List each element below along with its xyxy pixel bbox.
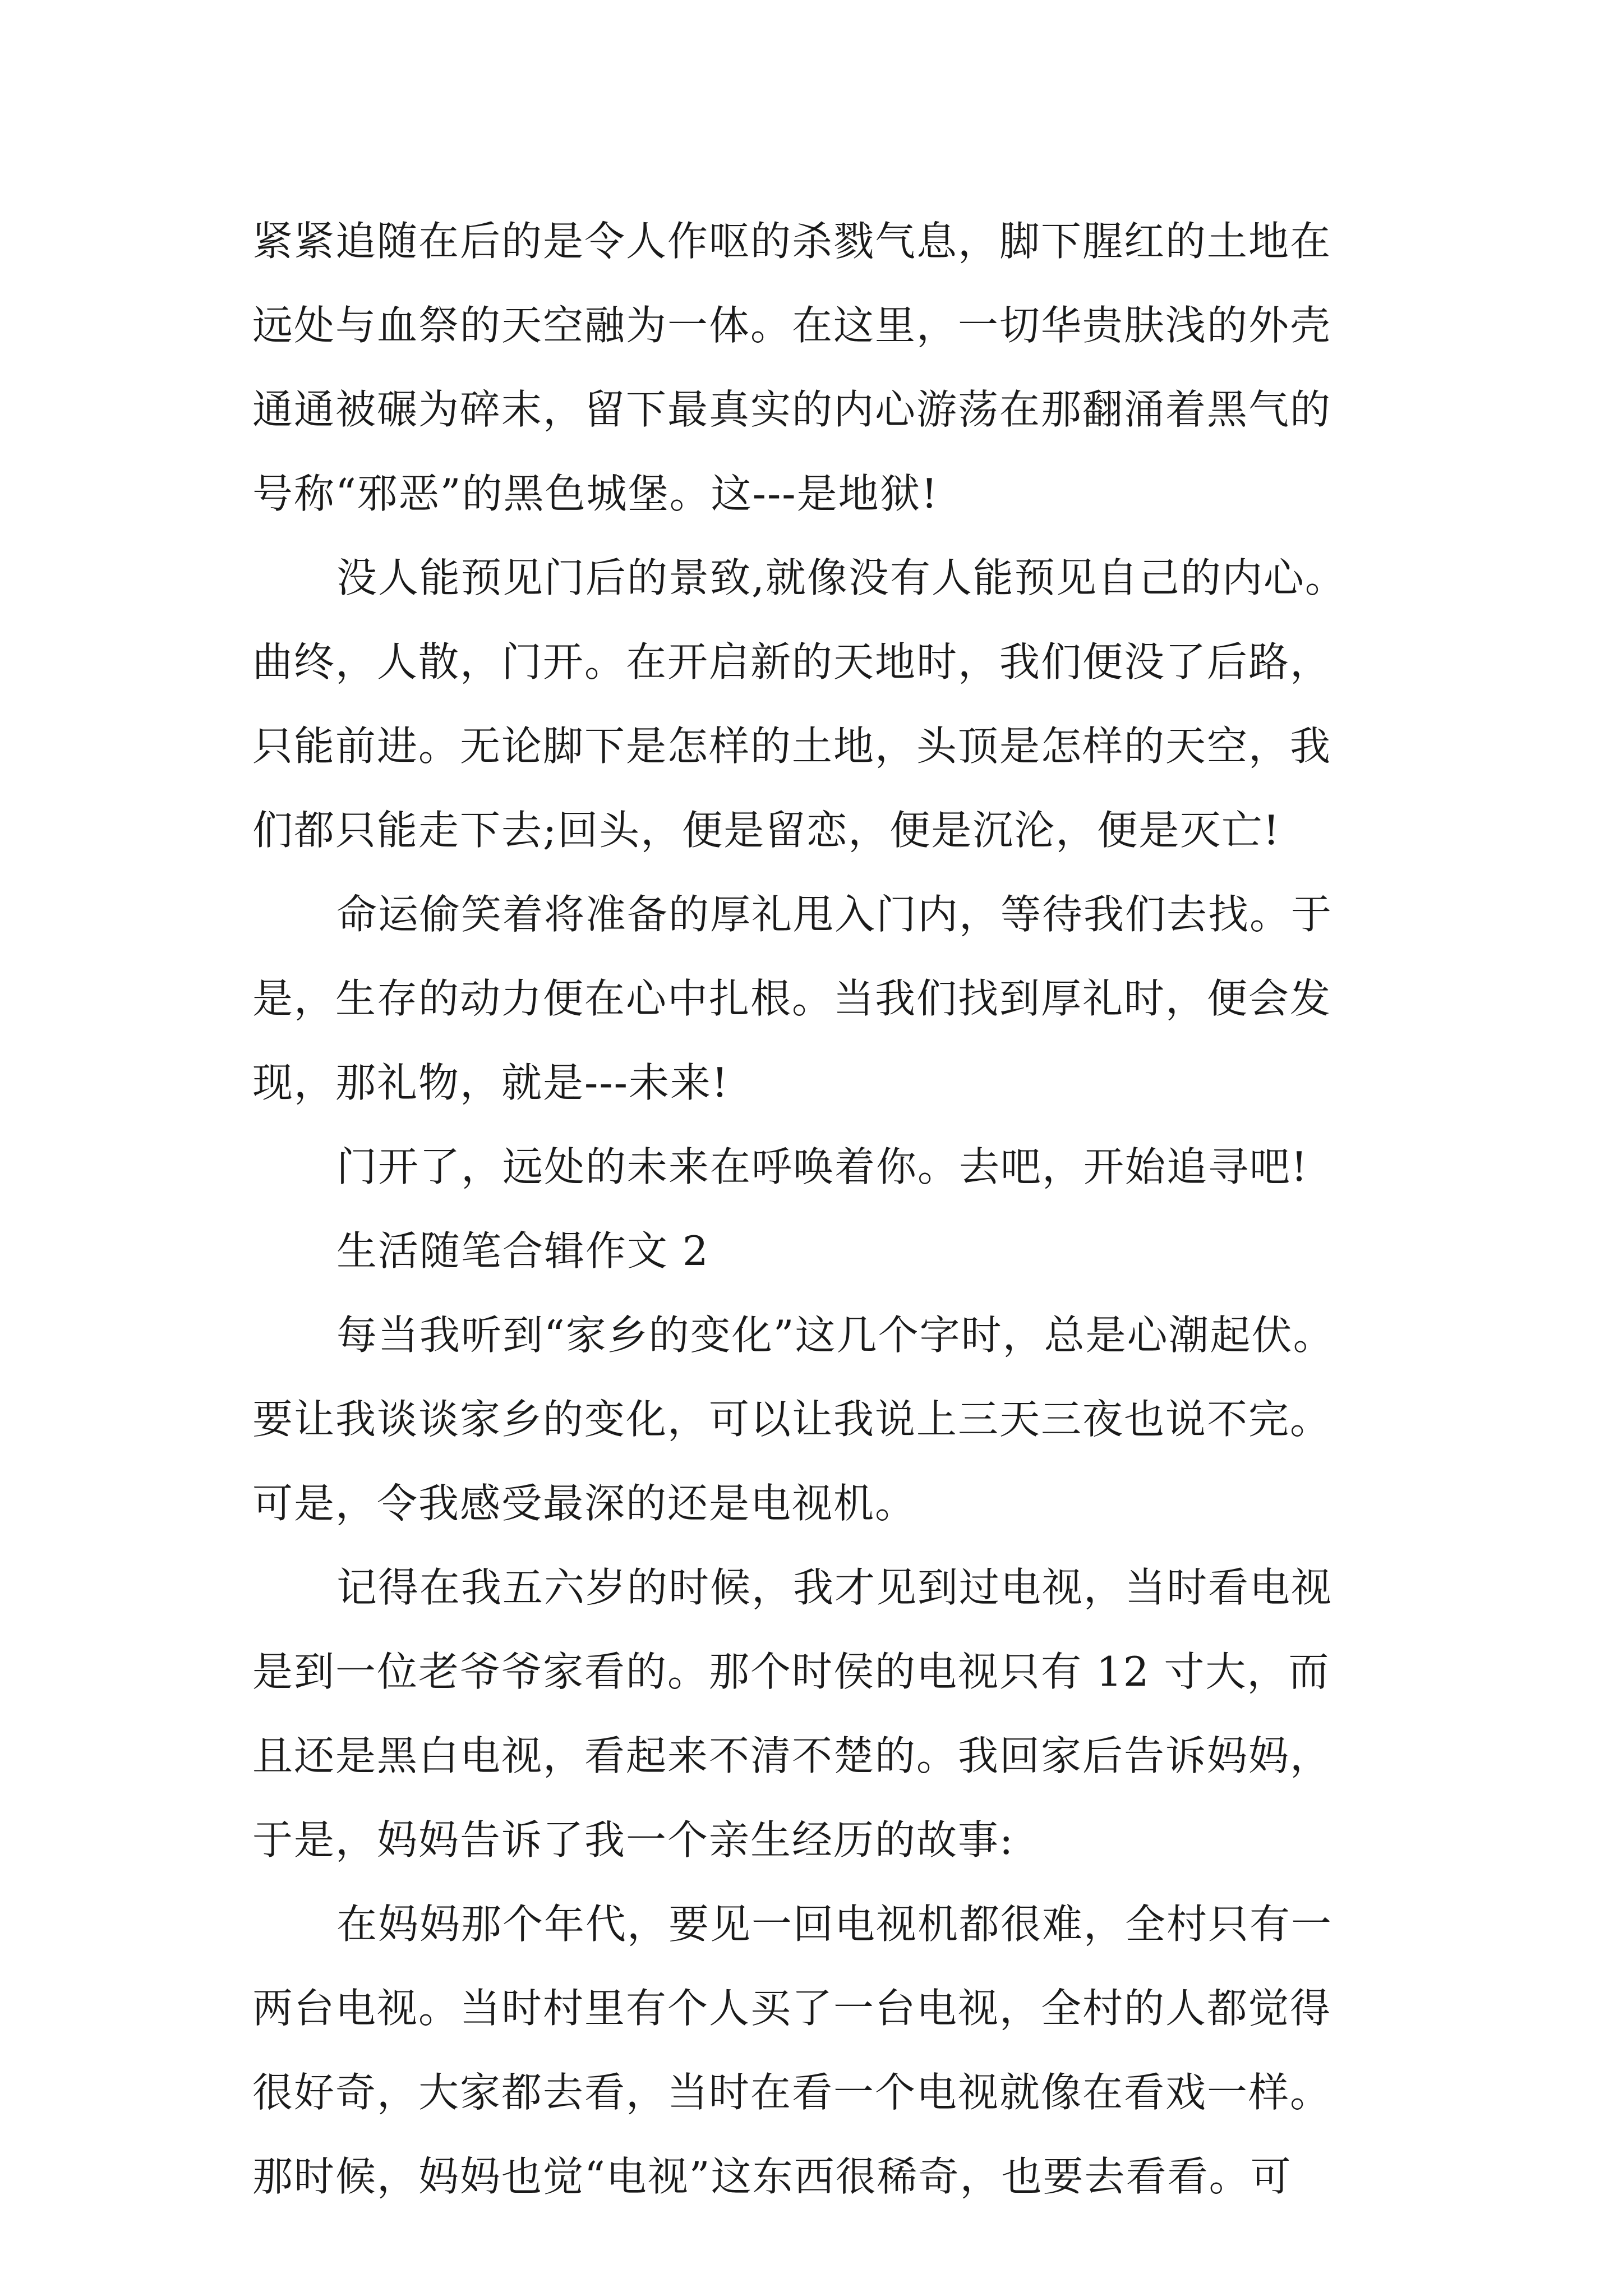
essay-body xyxy=(252,199,1391,2219)
paragraph-first-line: 命运偷笑着将准备的厚礼甩入门内，等待我们去找。于 xyxy=(336,891,1333,938)
text-line: 两台电视。当时村里有个人买了一台电视，全村的人都觉得 xyxy=(252,1985,1332,2032)
text-line: 现，那礼物，就是---未来! xyxy=(252,1059,729,1106)
text-line: 是，生存的动力便在心中扎根。当我们找到厚礼时，便会发 xyxy=(252,975,1332,1022)
text-line: 且还是黑白电视，看起来不清不楚的。我回家后告诉妈妈， xyxy=(252,1732,1332,1779)
section-heading: 生活随笔合辑作文 2 xyxy=(336,1227,709,1274)
text-line: 可是，令我感受最深的还是电视机。 xyxy=(252,1480,917,1527)
paragraph-first-line: 记得在我五六岁的时候，我才见到过电视，当时看电视 xyxy=(336,1564,1333,1611)
text-line: 很好奇，大家都去看，当时在看一个电视就像在看戏一样。 xyxy=(252,2069,1332,2116)
text-line: 紧紧追随在后的是令人作呕的杀戮气息，脚下腥红的土地在 xyxy=(252,218,1332,265)
paragraph-first-line: 门开了，远处的未来在呼唤着你。去吧，开始追寻吧! xyxy=(336,1143,1308,1190)
text-line: 号称“邪恶”的黑色城堡。这---是地狱! xyxy=(252,470,939,517)
text-line: 要让我谈谈家乡的变化，可以让我说上三天三夜也说不完。 xyxy=(252,1396,1332,1443)
paragraph-first-line: 在妈妈那个年代，要见一回电视机都很难，全村只有一 xyxy=(336,1901,1333,1948)
text-line: 通通被碾为碎末，留下最真实的内心游荡在那翻涌着黑气的 xyxy=(252,386,1332,433)
text-line: 于是，妈妈告诉了我一个亲生经历的故事: xyxy=(252,1816,1015,1864)
text-line: 远处与血祭的天空融为一体。在这里，一切华贵肤浅的外壳 xyxy=(252,302,1332,349)
text-line: 那时候，妈妈也觉“电视”这东西很稀奇，也要去看看。可 xyxy=(252,2153,1292,2200)
text-line: 只能前进。无论脚下是怎样的土地，头顶是怎样的天空，我 xyxy=(252,723,1332,770)
text-line: 是到一位老爷爷家看的。那个时侯的电视只有 12 寸大，而 xyxy=(252,1648,1330,1695)
text-line: 曲终，人散，门开。在开启新的天地时，我们便没了后路， xyxy=(252,638,1332,685)
paragraph-first-line: 每当我听到“家乡的变化”这几个字时，总是心潮起伏。 xyxy=(336,1312,1335,1359)
text-line: 们都只能走下去;回头，便是留恋，便是沉沦，便是灭亡! xyxy=(252,807,1281,854)
paragraph-first-line: 没人能预见门后的景致,就像没有人能预见自己的内心。 xyxy=(336,554,1347,601)
